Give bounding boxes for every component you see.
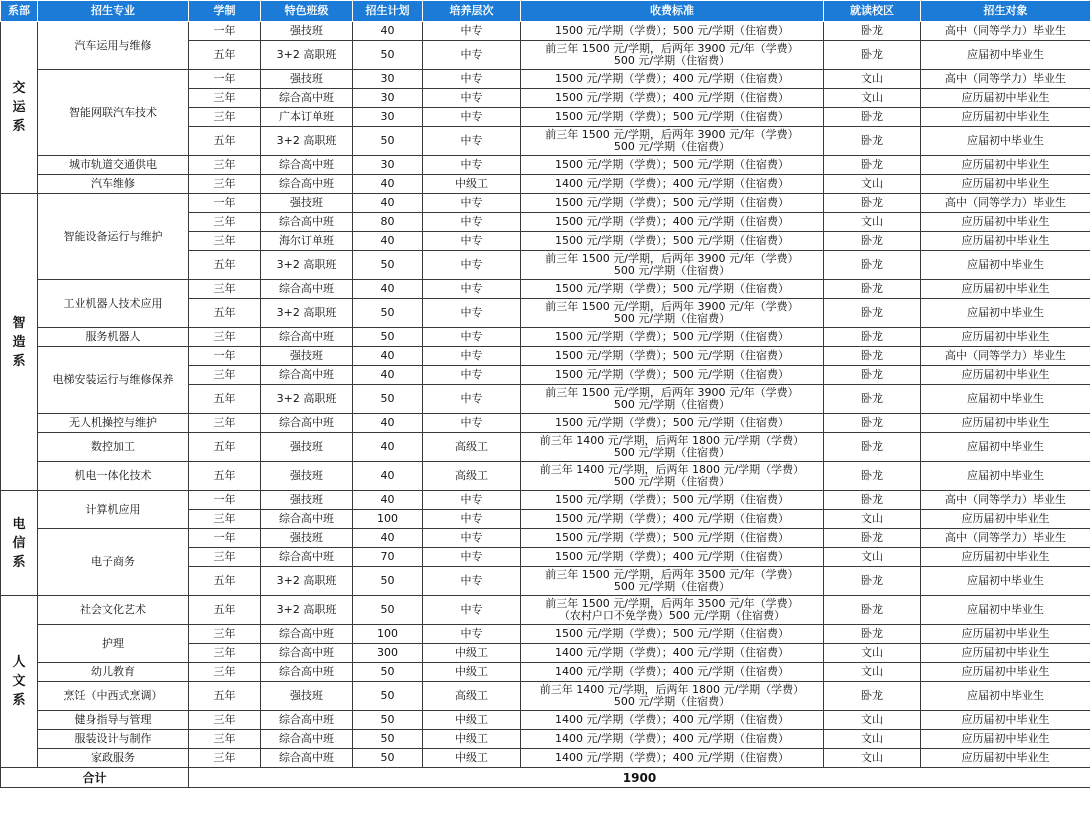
target-cell: 应历届初中毕业生: [921, 108, 1090, 127]
dept-cell: 电 信 系: [1, 491, 38, 596]
class-cell: 综合高中班: [261, 711, 353, 730]
target-cell: 高中（同等学力）毕业生: [921, 491, 1090, 510]
target-cell: 高中（同等学力）毕业生: [921, 347, 1090, 366]
fee-cell: 前三年 1400 元/学期，后两年 1800 元/学期（学费） 500 元/学期（住宿费）: [521, 462, 824, 491]
campus-cell: 卧龙: [824, 414, 921, 433]
target-cell: 应届初中毕业生: [921, 596, 1090, 625]
major-cell: 智能设备运行与维护: [38, 194, 189, 280]
target-cell: 高中（同等学力）毕业生: [921, 70, 1090, 89]
campus-cell: 卧龙: [824, 251, 921, 280]
table-body: [1, 22, 1090, 768]
major-cell: 服务机器人: [38, 328, 189, 347]
major-cell: 烹饪（中西式烹调）: [38, 682, 189, 711]
fee-cell: 1500 元/学期（学费）；500 元/学期（住宿费）: [521, 625, 824, 644]
class-cell: 强技班: [261, 194, 353, 213]
col-header-plan: 招生计划: [353, 1, 423, 22]
level-cell: 中专: [423, 385, 521, 414]
campus-cell: 卧龙: [824, 194, 921, 213]
duration-cell: 三年: [189, 711, 261, 730]
fee-cell: 1500 元/学期（学费）；500 元/学期（住宿费）: [521, 328, 824, 347]
class-cell: 海尔订单班: [261, 232, 353, 251]
plan-cell: 40: [353, 529, 423, 548]
level-cell: 中专: [423, 414, 521, 433]
total-label: 合计: [1, 768, 189, 788]
plan-cell: 50: [353, 711, 423, 730]
campus-cell: 文山: [824, 749, 921, 768]
duration-cell: 三年: [189, 328, 261, 347]
duration-cell: 三年: [189, 366, 261, 385]
duration-cell: 三年: [189, 108, 261, 127]
duration-cell: 五年: [189, 385, 261, 414]
target-cell: 应历届初中毕业生: [921, 213, 1090, 232]
target-cell: 应历届初中毕业生: [921, 328, 1090, 347]
col-header-major: 招生专业: [38, 1, 189, 22]
duration-cell: 五年: [189, 251, 261, 280]
table-row: [1, 663, 1090, 682]
class-cell: 综合高中班: [261, 749, 353, 768]
major-cell: 护理: [38, 625, 189, 663]
level-cell: 中级工: [423, 175, 521, 194]
target-cell: 应历届初中毕业生: [921, 156, 1090, 175]
major-cell: 汽车运用与维修: [38, 22, 189, 70]
target-cell: 应历届初中毕业生: [921, 749, 1090, 768]
class-cell: 强技班: [261, 491, 353, 510]
duration-cell: 五年: [189, 299, 261, 328]
campus-cell: 卧龙: [824, 127, 921, 156]
fee-cell: 1400 元/学期（学费）；400 元/学期（住宿费）: [521, 644, 824, 663]
plan-cell: 30: [353, 70, 423, 89]
duration-cell: 一年: [189, 491, 261, 510]
class-cell: 强技班: [261, 433, 353, 462]
class-cell: 综合高中班: [261, 175, 353, 194]
duration-cell: 一年: [189, 22, 261, 41]
duration-cell: 三年: [189, 625, 261, 644]
class-cell: 综合高中班: [261, 644, 353, 663]
plan-cell: 50: [353, 328, 423, 347]
target-cell: 应届初中毕业生: [921, 41, 1090, 70]
duration-cell: 一年: [189, 194, 261, 213]
col-header-duration: 学制: [189, 1, 261, 22]
table-row: [1, 596, 1090, 625]
plan-cell: 40: [353, 194, 423, 213]
level-cell: 中专: [423, 625, 521, 644]
class-cell: 综合高中班: [261, 730, 353, 749]
plan-cell: 40: [353, 232, 423, 251]
plan-cell: 70: [353, 548, 423, 567]
campus-cell: 卧龙: [824, 682, 921, 711]
table-row: [1, 70, 1090, 89]
fee-cell: 1500 元/学期（学费）；500 元/学期（住宿费）: [521, 194, 824, 213]
col-header-class: 特色班级: [261, 1, 353, 22]
target-cell: 应历届初中毕业生: [921, 663, 1090, 682]
class-cell: 综合高中班: [261, 156, 353, 175]
campus-cell: 文山: [824, 70, 921, 89]
fee-cell: 前三年 1500 元/学期，后两年 3900 元/年（学费） 500 元/学期（住宿费）: [521, 385, 824, 414]
header-row: [1, 1, 1090, 22]
plan-cell: 30: [353, 108, 423, 127]
plan-cell: 40: [353, 280, 423, 299]
plan-cell: 50: [353, 127, 423, 156]
class-cell: 3+2 高职班: [261, 127, 353, 156]
fee-cell: 1500 元/学期（学费）；400 元/学期（住宿费）: [521, 89, 824, 108]
level-cell: 中专: [423, 328, 521, 347]
plan-cell: 30: [353, 156, 423, 175]
level-cell: 中专: [423, 529, 521, 548]
total-value: 1900: [189, 768, 1090, 788]
target-cell: 应历届初中毕业生: [921, 232, 1090, 251]
fee-cell: 1400 元/学期（学费）；400 元/学期（住宿费）: [521, 749, 824, 768]
fee-cell: 1500 元/学期（学费）；500 元/学期（住宿费）: [521, 347, 824, 366]
duration-cell: 三年: [189, 414, 261, 433]
level-cell: 中专: [423, 280, 521, 299]
fee-cell: 前三年 1400 元/学期，后两年 1800 元/学期（学费） 500 元/学期（住宿费）: [521, 433, 824, 462]
campus-cell: 卧龙: [824, 625, 921, 644]
level-cell: 中级工: [423, 749, 521, 768]
dept-cell: 人 文 系: [1, 596, 38, 768]
major-cell: 社会文化艺术: [38, 596, 189, 625]
target-cell: 应届初中毕业生: [921, 462, 1090, 491]
col-header-level: 培养层次: [423, 1, 521, 22]
table-row: [1, 347, 1090, 366]
class-cell: 综合高中班: [261, 548, 353, 567]
class-cell: 强技班: [261, 70, 353, 89]
level-cell: 中专: [423, 41, 521, 70]
campus-cell: 文山: [824, 89, 921, 108]
table-row: [1, 156, 1090, 175]
table-row: [1, 433, 1090, 462]
level-cell: 中级工: [423, 663, 521, 682]
major-cell: 汽车维修: [38, 175, 189, 194]
class-cell: 强技班: [261, 347, 353, 366]
target-cell: 高中（同等学力）毕业生: [921, 22, 1090, 41]
major-cell: 幼儿教育: [38, 663, 189, 682]
target-cell: 应届初中毕业生: [921, 299, 1090, 328]
campus-cell: 卧龙: [824, 280, 921, 299]
target-cell: 应届初中毕业生: [921, 385, 1090, 414]
fee-cell: 前三年 1500 元/学期，后两年 3500 元/年（学费） （农村户口不免学费）500 元/学期（住宿费）: [521, 596, 824, 625]
fee-cell: 1500 元/学期（学费）；500 元/学期（住宿费）: [521, 491, 824, 510]
duration-cell: 五年: [189, 596, 261, 625]
major-cell: 家政服务: [38, 749, 189, 768]
target-cell: 应届初中毕业生: [921, 127, 1090, 156]
duration-cell: 一年: [189, 70, 261, 89]
fee-cell: 1500 元/学期（学费）；400 元/学期（住宿费）: [521, 70, 824, 89]
class-cell: 强技班: [261, 682, 353, 711]
duration-cell: 三年: [189, 510, 261, 529]
campus-cell: 文山: [824, 644, 921, 663]
target-cell: 应历届初中毕业生: [921, 711, 1090, 730]
duration-cell: 三年: [189, 175, 261, 194]
duration-cell: 一年: [189, 529, 261, 548]
campus-cell: 卧龙: [824, 433, 921, 462]
campus-cell: 卧龙: [824, 156, 921, 175]
class-cell: 强技班: [261, 22, 353, 41]
duration-cell: 三年: [189, 232, 261, 251]
level-cell: 中专: [423, 194, 521, 213]
campus-cell: 卧龙: [824, 328, 921, 347]
table-row: [1, 730, 1090, 749]
campus-cell: 卧龙: [824, 529, 921, 548]
target-cell: 应历届初中毕业生: [921, 89, 1090, 108]
fee-cell: 前三年 1500 元/学期，后两年 3500 元/年（学费） 500 元/学期（住宿费）: [521, 567, 824, 596]
level-cell: 高级工: [423, 433, 521, 462]
duration-cell: 三年: [189, 89, 261, 108]
level-cell: 中专: [423, 347, 521, 366]
campus-cell: 文山: [824, 175, 921, 194]
level-cell: 中专: [423, 596, 521, 625]
fee-cell: 前三年 1500 元/学期，后两年 3900 元/年（学费） 500 元/学期（住宿费）: [521, 299, 824, 328]
major-cell: 电子商务: [38, 529, 189, 596]
level-cell: 中专: [423, 22, 521, 41]
table-row: [1, 280, 1090, 299]
level-cell: 中专: [423, 156, 521, 175]
class-cell: 综合高中班: [261, 414, 353, 433]
campus-cell: 文山: [824, 548, 921, 567]
major-cell: 健身指导与管理: [38, 711, 189, 730]
duration-cell: 三年: [189, 749, 261, 768]
fee-cell: 1500 元/学期（学费）；500 元/学期（住宿费）: [521, 22, 824, 41]
fee-cell: 1500 元/学期（学费）；400 元/学期（住宿费）: [521, 213, 824, 232]
major-cell: 服装设计与制作: [38, 730, 189, 749]
campus-cell: 文山: [824, 663, 921, 682]
plan-cell: 100: [353, 510, 423, 529]
level-cell: 中专: [423, 232, 521, 251]
fee-cell: 前三年 1500 元/学期，后两年 3900 元/年（学费） 500 元/学期（住宿费）: [521, 41, 824, 70]
duration-cell: 五年: [189, 41, 261, 70]
level-cell: 中专: [423, 366, 521, 385]
target-cell: 应届初中毕业生: [921, 567, 1090, 596]
fee-cell: 1500 元/学期（学费）；500 元/学期（住宿费）: [521, 366, 824, 385]
target-cell: 高中（同等学力）毕业生: [921, 529, 1090, 548]
target-cell: 应历届初中毕业生: [921, 625, 1090, 644]
campus-cell: 文山: [824, 510, 921, 529]
level-cell: 高级工: [423, 682, 521, 711]
target-cell: 应历届初中毕业生: [921, 280, 1090, 299]
duration-cell: 三年: [189, 644, 261, 663]
fee-cell: 1500 元/学期（学费）；500 元/学期（住宿费）: [521, 529, 824, 548]
duration-cell: 三年: [189, 213, 261, 232]
fee-cell: 1500 元/学期（学费）；400 元/学期（住宿费）: [521, 548, 824, 567]
level-cell: 中专: [423, 567, 521, 596]
duration-cell: 五年: [189, 462, 261, 491]
table-row: [1, 711, 1090, 730]
fee-cell: 1500 元/学期（学费）；400 元/学期（住宿费）: [521, 510, 824, 529]
major-cell: 工业机器人技术应用: [38, 280, 189, 328]
class-cell: 强技班: [261, 529, 353, 548]
fee-cell: 1500 元/学期（学费）；500 元/学期（住宿费）: [521, 414, 824, 433]
level-cell: 中专: [423, 251, 521, 280]
plan-cell: 50: [353, 41, 423, 70]
campus-cell: 卧龙: [824, 567, 921, 596]
major-cell: 城市轨道交通供电: [38, 156, 189, 175]
class-cell: 综合高中班: [261, 510, 353, 529]
table-row: [1, 414, 1090, 433]
total-row: [1, 768, 1090, 788]
fee-cell: 1500 元/学期（学费）；500 元/学期（住宿费）: [521, 232, 824, 251]
campus-cell: 卧龙: [824, 41, 921, 70]
campus-cell: 文山: [824, 213, 921, 232]
plan-cell: 40: [353, 347, 423, 366]
plan-cell: 40: [353, 22, 423, 41]
fee-cell: 前三年 1500 元/学期，后两年 3900 元/年（学费） 500 元/学期（住宿费）: [521, 127, 824, 156]
major-cell: 计算机应用: [38, 491, 189, 529]
campus-cell: 文山: [824, 711, 921, 730]
duration-cell: 五年: [189, 433, 261, 462]
col-header-target: 招生对象: [921, 1, 1090, 22]
plan-cell: 40: [353, 491, 423, 510]
class-cell: 3+2 高职班: [261, 385, 353, 414]
level-cell: 高级工: [423, 462, 521, 491]
target-cell: 应历届初中毕业生: [921, 414, 1090, 433]
major-cell: 电梯安装运行与维修保养: [38, 347, 189, 414]
level-cell: 中专: [423, 213, 521, 232]
table-row: [1, 194, 1090, 213]
target-cell: 高中（同等学力）毕业生: [921, 194, 1090, 213]
dept-cell: 智 造 系: [1, 194, 38, 491]
table-row: [1, 625, 1090, 644]
plan-cell: 50: [353, 299, 423, 328]
class-cell: 广本订单班: [261, 108, 353, 127]
campus-cell: 卧龙: [824, 347, 921, 366]
table-row: [1, 462, 1090, 491]
plan-cell: 40: [353, 175, 423, 194]
class-cell: 3+2 高职班: [261, 251, 353, 280]
fee-cell: 1400 元/学期（学费）；400 元/学期（住宿费）: [521, 730, 824, 749]
duration-cell: 五年: [189, 682, 261, 711]
plan-cell: 40: [353, 462, 423, 491]
duration-cell: 五年: [189, 567, 261, 596]
level-cell: 中专: [423, 491, 521, 510]
duration-cell: 三年: [189, 730, 261, 749]
class-cell: 3+2 高职班: [261, 41, 353, 70]
plan-cell: 40: [353, 433, 423, 462]
plan-cell: 50: [353, 682, 423, 711]
plan-cell: 30: [353, 89, 423, 108]
class-cell: 3+2 高职班: [261, 299, 353, 328]
plan-cell: 50: [353, 596, 423, 625]
campus-cell: 卧龙: [824, 366, 921, 385]
plan-cell: 50: [353, 663, 423, 682]
table-row: [1, 22, 1090, 41]
level-cell: 中级工: [423, 644, 521, 663]
fee-cell: 1400 元/学期（学费）；400 元/学期（住宿费）: [521, 711, 824, 730]
class-cell: 综合高中班: [261, 366, 353, 385]
table-row: [1, 529, 1090, 548]
table-row: [1, 328, 1090, 347]
fee-cell: 前三年 1500 元/学期，后两年 3900 元/年（学费） 500 元/学期（住宿费）: [521, 251, 824, 280]
fee-cell: 1500 元/学期（学费）；500 元/学期（住宿费）: [521, 156, 824, 175]
table-row: [1, 682, 1090, 711]
duration-cell: 三年: [189, 156, 261, 175]
level-cell: 中专: [423, 70, 521, 89]
target-cell: 应历届初中毕业生: [921, 644, 1090, 663]
plan-cell: 50: [353, 385, 423, 414]
class-cell: 强技班: [261, 462, 353, 491]
class-cell: 综合高中班: [261, 280, 353, 299]
class-cell: 综合高中班: [261, 89, 353, 108]
campus-cell: 卧龙: [824, 462, 921, 491]
col-header-fee: 收费标准: [521, 1, 824, 22]
level-cell: 中专: [423, 89, 521, 108]
target-cell: 应届初中毕业生: [921, 251, 1090, 280]
level-cell: 中级工: [423, 730, 521, 749]
plan-cell: 40: [353, 366, 423, 385]
target-cell: 应历届初中毕业生: [921, 730, 1090, 749]
major-cell: 无人机操控与维护: [38, 414, 189, 433]
major-cell: 机电一体化技术: [38, 462, 189, 491]
plan-cell: 50: [353, 251, 423, 280]
class-cell: 综合高中班: [261, 213, 353, 232]
class-cell: 综合高中班: [261, 328, 353, 347]
fee-cell: 1500 元/学期（学费）；500 元/学期（住宿费）: [521, 108, 824, 127]
duration-cell: 三年: [189, 663, 261, 682]
dept-cell: 交 运 系: [1, 22, 38, 194]
plan-cell: 300: [353, 644, 423, 663]
table-row: [1, 491, 1090, 510]
major-cell: 数控加工: [38, 433, 189, 462]
col-header-campus: 就读校区: [824, 1, 921, 22]
plan-cell: 40: [353, 414, 423, 433]
table-row: [1, 749, 1090, 768]
major-cell: 智能网联汽车技术: [38, 70, 189, 156]
level-cell: 中级工: [423, 711, 521, 730]
level-cell: 中专: [423, 108, 521, 127]
campus-cell: 卧龙: [824, 299, 921, 328]
fee-cell: 1500 元/学期（学费）；500 元/学期（住宿费）: [521, 280, 824, 299]
plan-cell: 100: [353, 625, 423, 644]
target-cell: 应历届初中毕业生: [921, 548, 1090, 567]
plan-cell: 80: [353, 213, 423, 232]
level-cell: 中专: [423, 510, 521, 529]
target-cell: 应历届初中毕业生: [921, 175, 1090, 194]
fee-cell: 1400 元/学期（学费）；400 元/学期（住宿费）: [521, 175, 824, 194]
campus-cell: 卧龙: [824, 385, 921, 414]
duration-cell: 三年: [189, 280, 261, 299]
class-cell: 综合高中班: [261, 625, 353, 644]
fee-cell: 1400 元/学期（学费）；400 元/学期（住宿费）: [521, 663, 824, 682]
level-cell: 中专: [423, 299, 521, 328]
campus-cell: 卧龙: [824, 22, 921, 41]
col-header-dept: 系部: [1, 1, 38, 22]
class-cell: 3+2 高职班: [261, 596, 353, 625]
level-cell: 中专: [423, 548, 521, 567]
level-cell: 中专: [423, 127, 521, 156]
plan-cell: 50: [353, 567, 423, 596]
duration-cell: 五年: [189, 127, 261, 156]
target-cell: 应届初中毕业生: [921, 682, 1090, 711]
target-cell: 应历届初中毕业生: [921, 366, 1090, 385]
campus-cell: 卧龙: [824, 232, 921, 251]
campus-cell: 卧龙: [824, 491, 921, 510]
class-cell: 3+2 高职班: [261, 567, 353, 596]
campus-cell: 文山: [824, 730, 921, 749]
target-cell: 应届初中毕业生: [921, 433, 1090, 462]
target-cell: 应历届初中毕业生: [921, 510, 1090, 529]
plan-cell: 50: [353, 749, 423, 768]
duration-cell: 三年: [189, 548, 261, 567]
plan-cell: 50: [353, 730, 423, 749]
fee-cell: 前三年 1400 元/学期，后两年 1800 元/学期（学费） 500 元/学期（住宿费）: [521, 682, 824, 711]
class-cell: 综合高中班: [261, 663, 353, 682]
campus-cell: 卧龙: [824, 108, 921, 127]
campus-cell: 卧龙: [824, 596, 921, 625]
duration-cell: 一年: [189, 347, 261, 366]
table-row: [1, 175, 1090, 194]
